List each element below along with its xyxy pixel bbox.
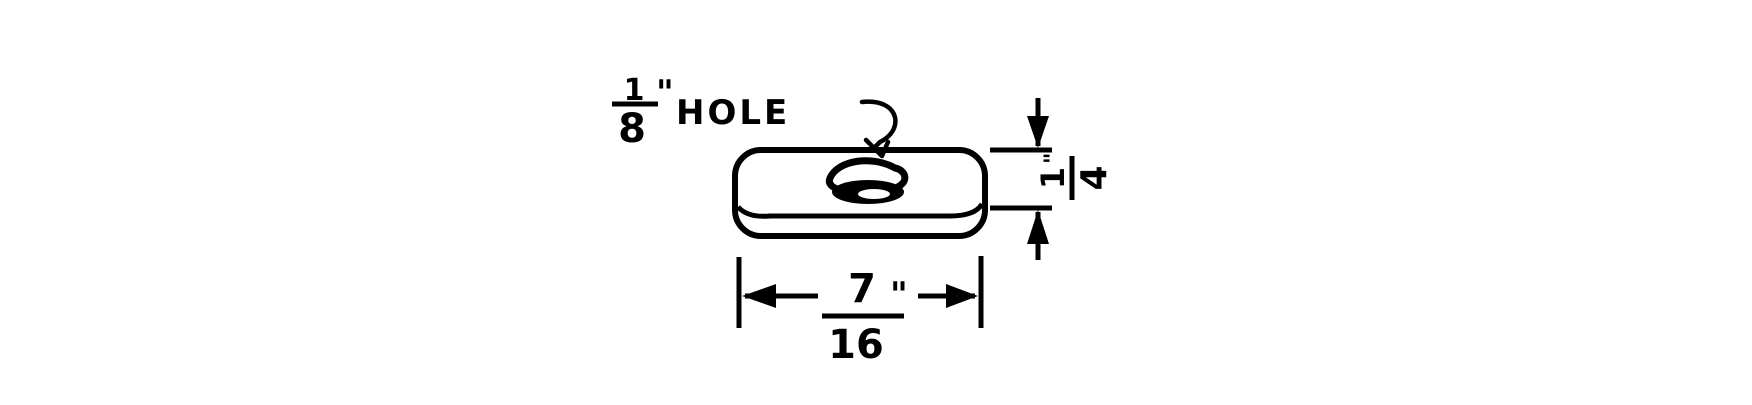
thickness-fraction-denominator: 4 (1074, 165, 1115, 191)
thickness-arrowhead-top (1027, 116, 1049, 148)
thickness-inch-mark: " (1041, 152, 1066, 164)
hole-inch-mark: " (656, 73, 674, 113)
hole-center (858, 189, 890, 199)
hole-callout (612, 73, 905, 193)
width-arrowhead-left (742, 284, 776, 308)
thickness-dimension (990, 98, 1115, 260)
hole-fraction-denominator: 8 (618, 106, 646, 152)
hole-fraction-numerator: 1 (623, 73, 645, 108)
thickness-fraction (1034, 153, 1115, 200)
width-dimension (739, 256, 981, 368)
width-inch-mark: " (890, 275, 908, 315)
plate-edge-line (738, 204, 982, 216)
width-fraction-numerator: 7 (848, 266, 876, 312)
thickness-fraction-numerator: 1 (1034, 166, 1072, 190)
width-arrowhead-right (946, 284, 978, 308)
width-fraction-denominator: 16 (828, 322, 884, 368)
thickness-arrowhead-bottom (1027, 210, 1049, 244)
hole-label: HOLE (676, 93, 791, 133)
